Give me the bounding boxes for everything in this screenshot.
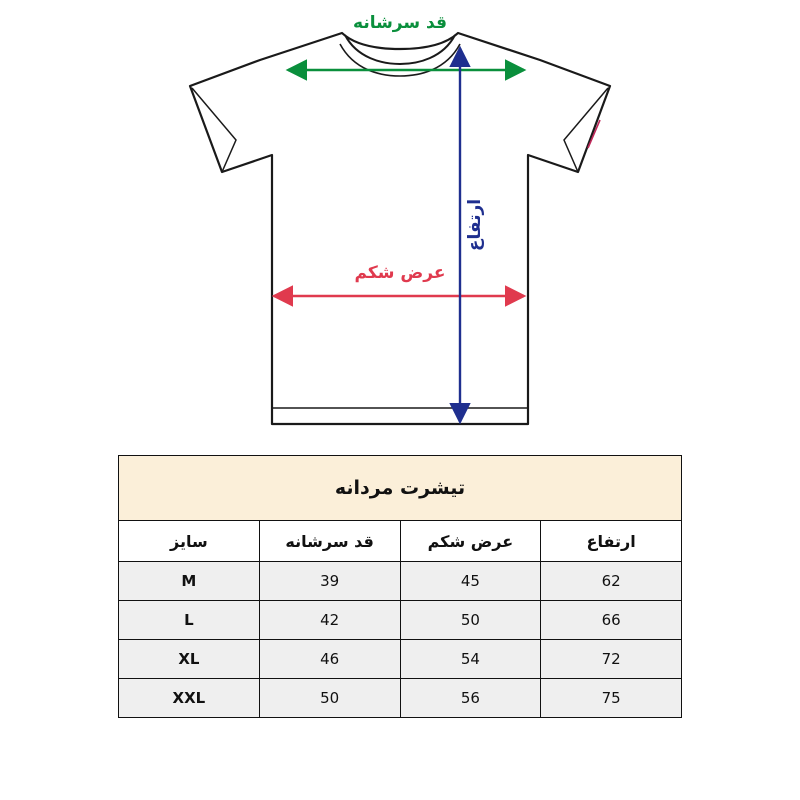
cell-size: XXL [119,679,260,718]
tshirt-outline [190,33,610,424]
column-header-chest: عرض شکم [400,521,541,562]
page-title: تیشرت مردانه [119,456,682,521]
table-row [119,640,682,679]
cell-chest: 54 [400,640,541,679]
table-header-row [119,521,682,562]
column-header-height: ارتفاع [541,521,682,562]
cell-chest: 50 [400,601,541,640]
column-header-shoulder: قد سرشانه [259,521,400,562]
table-row [119,601,682,640]
table-row [119,562,682,601]
cell-height: 62 [541,562,682,601]
cell-height: 72 [541,640,682,679]
cell-height: 66 [541,601,682,640]
column-header-size: سایز [119,521,260,562]
table-row [119,679,682,718]
cell-shoulder: 42 [259,601,400,640]
cell-size: M [119,562,260,601]
cell-height: 75 [541,679,682,718]
shoulder-label: قد سرشانه [353,13,447,33]
cell-chest: 56 [400,679,541,718]
cell-chest: 45 [400,562,541,601]
cell-shoulder: 39 [259,562,400,601]
table-title-row [119,456,682,521]
cell-size: L [119,601,260,640]
size-table [118,455,682,718]
cell-size: XL [119,640,260,679]
height-label: ارتفاع [465,198,485,252]
chest-label: عرض شکم [354,263,446,283]
cell-shoulder: 50 [259,679,400,718]
cell-shoulder: 46 [259,640,400,679]
size-chart [118,455,682,718]
